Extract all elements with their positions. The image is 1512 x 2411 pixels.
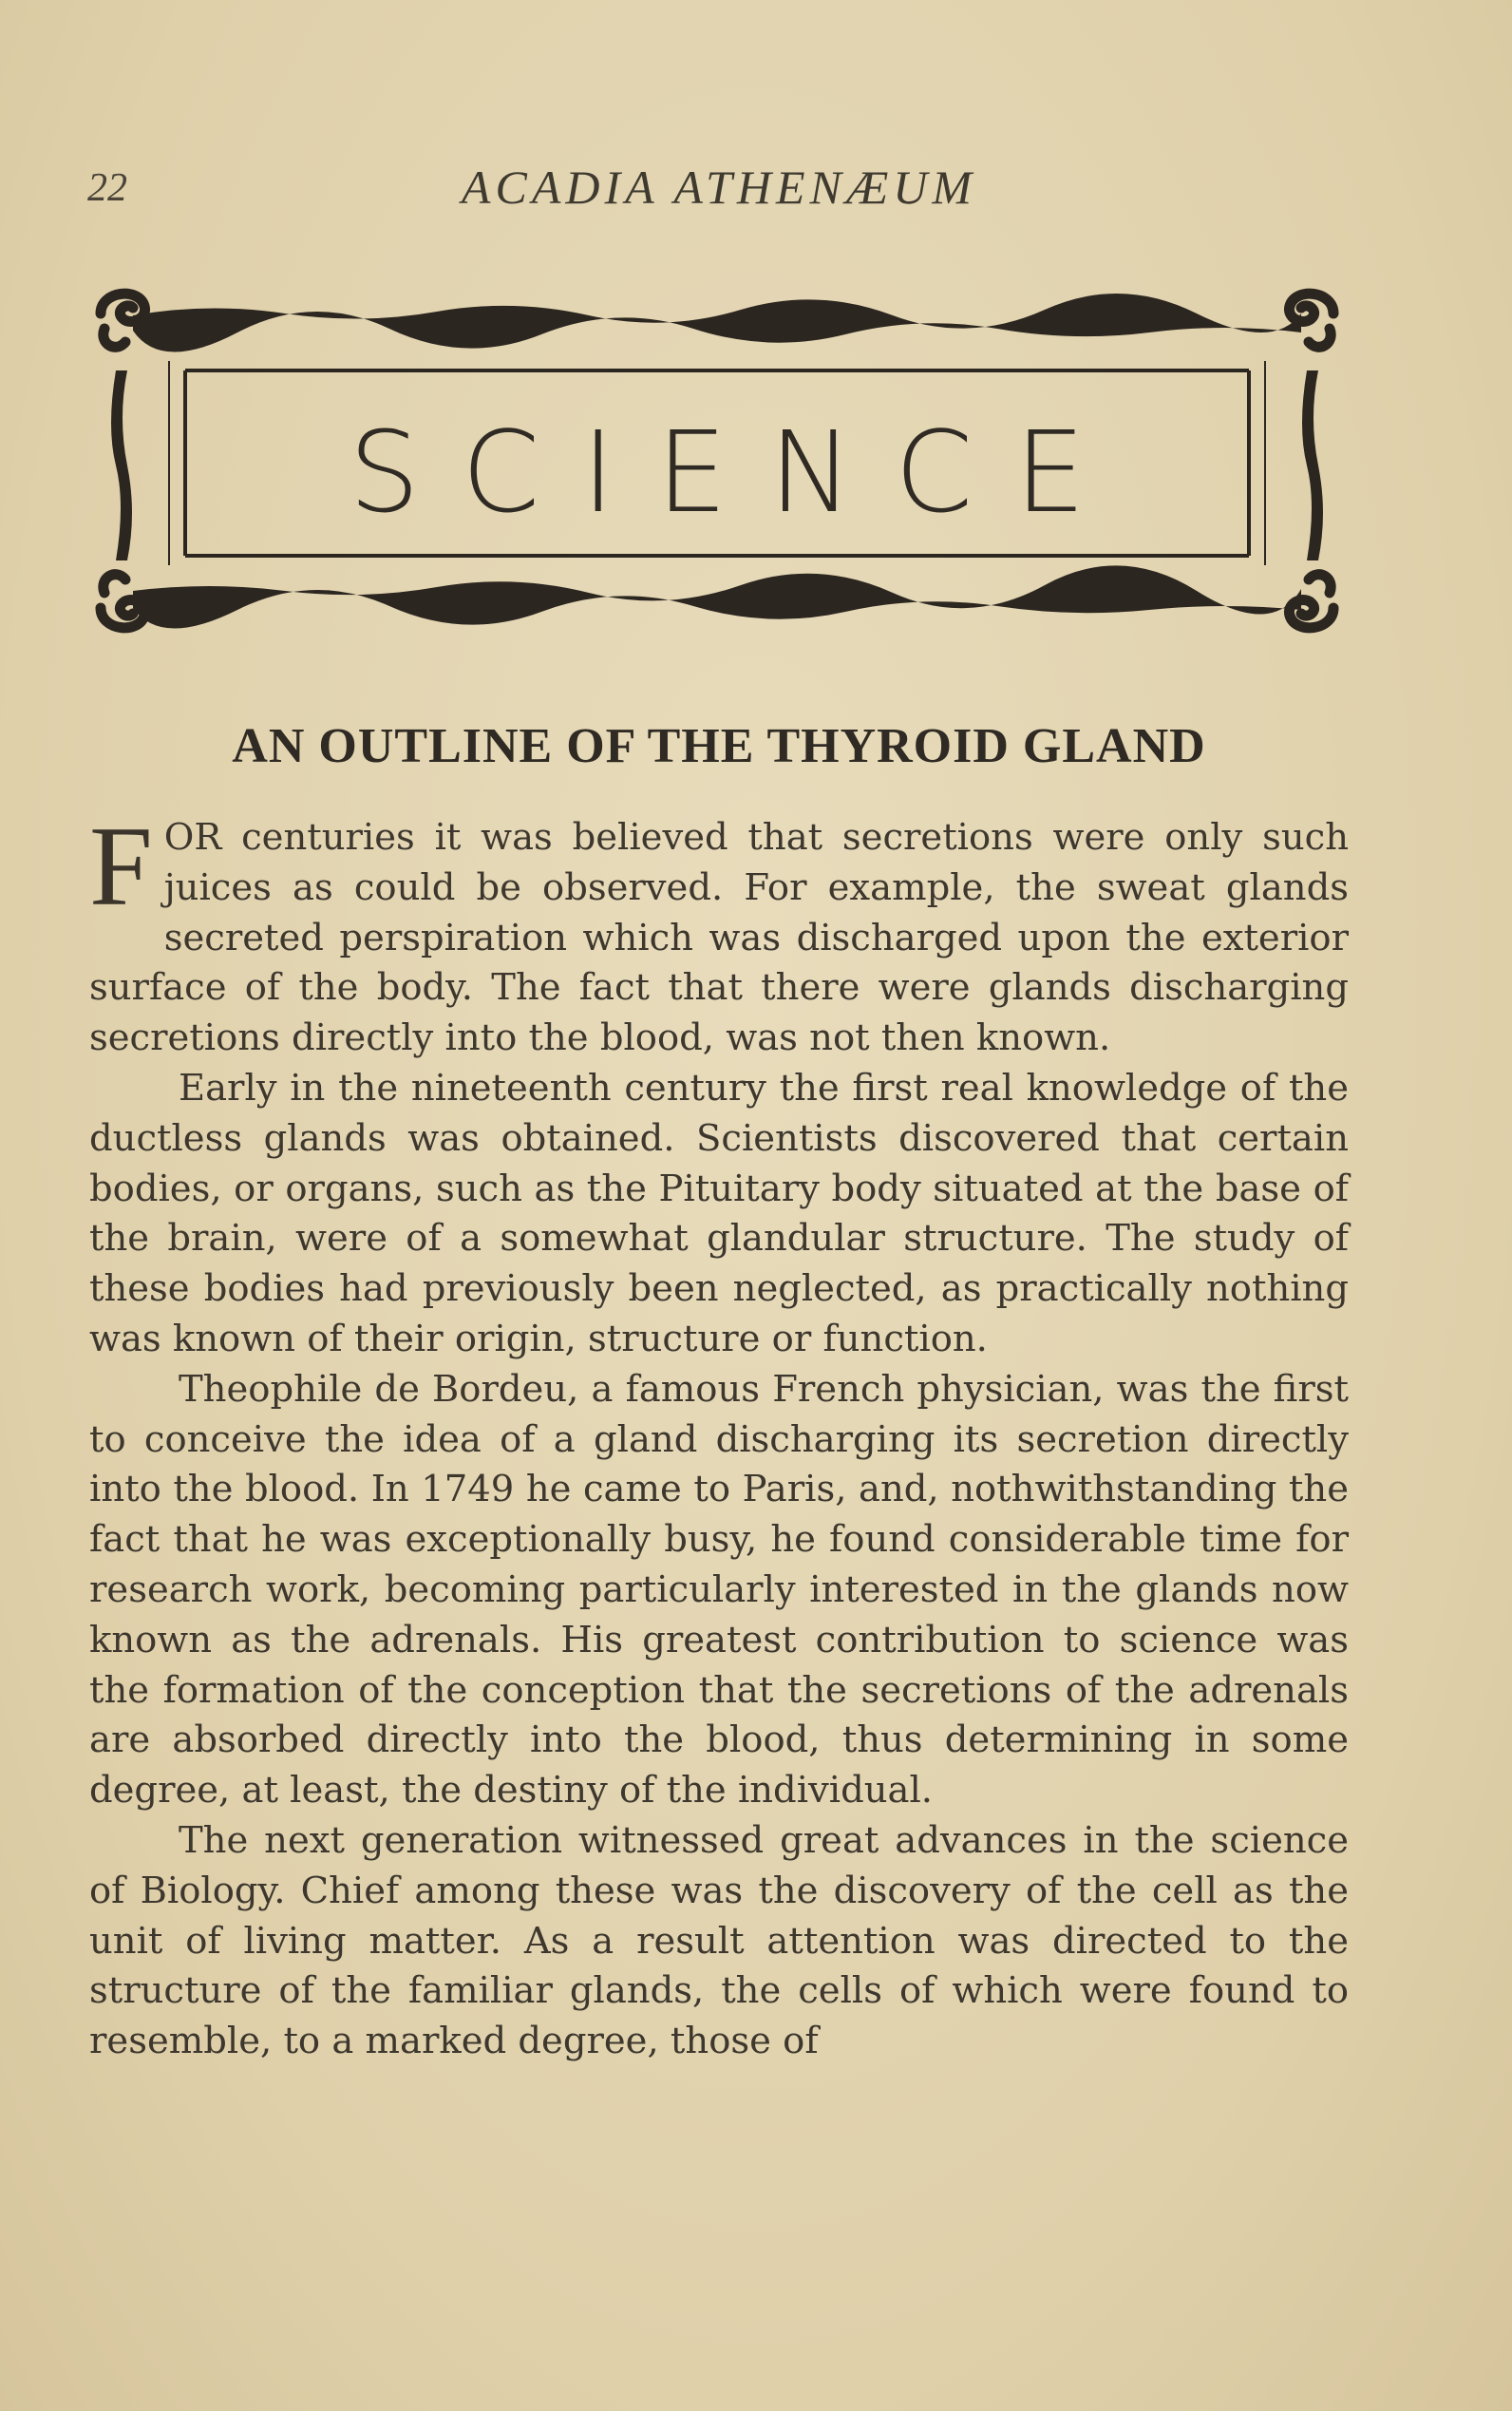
corner-scroll-top-left: [101, 294, 145, 347]
section-title: SCIENCE: [349, 407, 1127, 538]
article-title: AN OUTLINE OF THE THYROID GLAND: [232, 719, 1206, 773]
running-head: [87, 160, 1351, 217]
paragraph-1: [89, 803, 1349, 1064]
paragraph-3: Theophile de Bordeu, a famous French physician, was the first to conceive the idea of a gland discharging its secretion directly into the blood. In 1749 he came to Paris, and, nothwithstanding the fact that he was exceptionally busy, he found considerable time for research work, becoming particularly interested in the glands now known as the adrenals. His greatest contribution to science was the formation of the conception that the secretions of the adrenals are absorbed directly into the blood, thus determining in some degree, at least, the destiny of the individual.: [89, 1367, 1349, 1813]
paragraph-1-text: OR centuries it was believed that secretions were only such juices as could be observed. For example, the sweat glands secreted perspiration which was discharged upon the exterior surface of the body. The fact that there were glands discharging secretions directly into the blood, was not then known.: [89, 816, 1349, 1060]
top-ornament-band: [133, 294, 1301, 352]
corner-scroll-top-right: [1289, 294, 1333, 347]
paragraph-2: Early in the nineteenth century the first real knowledge of the ductless glands was obtained. Scientists discovered that certain bodies, or organs, such as the Pituitary body situated at the base of the brain, were of a somewhat glandular structure. The study of these bodies had previously been neglected, as practically nothing was known of their origin, structure or function.: [89, 1066, 1349, 1360]
drop-cap: F: [89, 803, 153, 929]
bottom-ornament-band: [133, 565, 1301, 628]
corner-scroll-bottom-left: [101, 575, 145, 628]
journal-title: ACADIA ATHENÆUM: [461, 161, 977, 214]
page-number: 22: [87, 166, 127, 210]
section-banner: [95, 285, 1339, 655]
paragraph-4: The next generation witnessed great advances in the science of Biology. Chief among these was the discovery of the cell as the unit of living matter. As a result attention was directed to the structure of the familiar glands, the cells of which were found to resemble, to a marked degree, those of: [89, 1818, 1349, 2063]
corner-scroll-bottom-right: [1289, 575, 1333, 628]
article-body: [89, 803, 1349, 2067]
